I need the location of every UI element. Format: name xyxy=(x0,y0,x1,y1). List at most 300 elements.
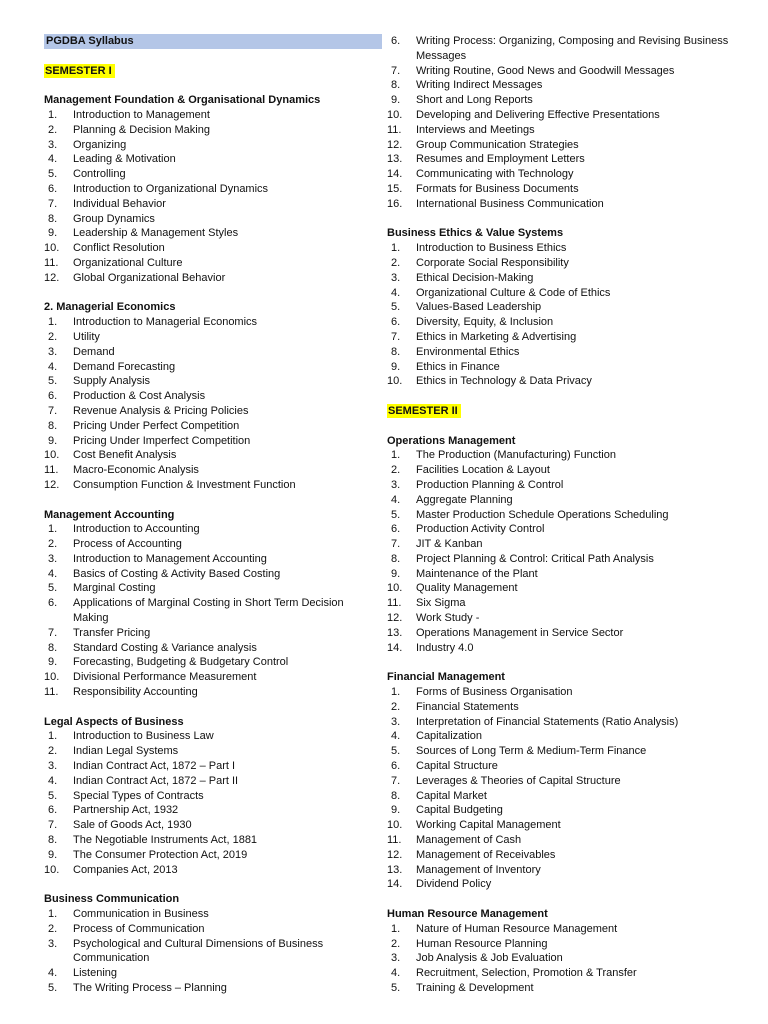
list-item xyxy=(44,182,382,197)
semester-1-label: SEMESTER I xyxy=(44,64,382,79)
item-number: 1. xyxy=(48,908,58,921)
item-number: 7. xyxy=(391,64,401,77)
section-list xyxy=(387,448,737,655)
item-number: 3. xyxy=(48,345,58,358)
list-item xyxy=(44,729,382,744)
item-text: Consumption Function & Investment Function xyxy=(73,478,296,491)
item-text: Corporate Social Responsibility xyxy=(416,256,569,269)
item-text: Responsibility Accounting xyxy=(73,686,198,699)
item-number: 11. xyxy=(387,834,402,847)
item-text: Forecasting, Budgeting & Budgetary Control xyxy=(73,656,289,669)
section-heading: Business Ethics & Value Systems xyxy=(387,227,564,240)
item-number: 5. xyxy=(48,168,58,181)
list-item xyxy=(387,700,737,715)
item-text: Aggregate Planning xyxy=(416,493,513,506)
item-number: 4. xyxy=(391,286,401,299)
list-item xyxy=(44,789,382,804)
item-text: Leading & Motivation xyxy=(73,153,176,166)
item-text: Individual Behavior xyxy=(73,197,166,210)
list-item xyxy=(387,256,737,271)
item-number: 2. xyxy=(48,330,58,343)
section-list xyxy=(44,729,382,877)
item-text: Management of Receivables xyxy=(416,848,556,861)
item-text: Capital Market xyxy=(416,789,487,802)
list-item xyxy=(387,64,737,79)
item-number: 1. xyxy=(48,730,58,743)
item-number: 3. xyxy=(48,937,58,950)
list-item xyxy=(44,419,382,434)
item-number: 3. xyxy=(48,138,58,151)
list-item xyxy=(387,833,737,848)
semester-2-label: SEMESTER II xyxy=(387,404,737,419)
item-number: 9. xyxy=(48,656,58,669)
list-item xyxy=(44,685,382,700)
item-text: Cost Benefit Analysis xyxy=(73,449,177,462)
item-number: 13. xyxy=(387,626,403,639)
item-text: Applications of Marginal Costing in Short Term Decision Making xyxy=(73,597,344,625)
item-text: Facilities Location & Layout xyxy=(416,464,550,477)
list-item xyxy=(44,197,382,212)
item-text: Six Sigma xyxy=(416,597,466,610)
list-item xyxy=(387,493,737,508)
list-item xyxy=(44,803,382,818)
item-number: 8. xyxy=(48,641,58,654)
item-text: Process of Communication xyxy=(73,922,205,935)
item-text: Nature of Human Resource Management xyxy=(416,922,618,935)
business-communication-continued xyxy=(387,34,737,212)
list-item xyxy=(44,315,382,330)
list-item xyxy=(387,286,737,301)
list-item xyxy=(44,152,382,167)
list-item xyxy=(44,108,382,123)
item-number: 10. xyxy=(387,108,403,121)
item-number: 4. xyxy=(48,153,58,166)
list-item xyxy=(44,833,382,848)
list-item xyxy=(387,315,737,330)
item-text: Capital Structure xyxy=(416,760,498,773)
item-text: Environmental Ethics xyxy=(416,345,520,358)
item-number: 2. xyxy=(48,123,58,136)
item-number: 2. xyxy=(391,700,401,713)
item-number: 5. xyxy=(391,745,401,758)
list-item xyxy=(44,581,382,596)
item-text: Macro-Economic Analysis xyxy=(73,464,199,477)
list-item xyxy=(44,226,382,241)
item-number: 3. xyxy=(391,478,401,491)
item-number: 14. xyxy=(387,168,403,181)
item-text: Introduction to Business Ethics xyxy=(416,242,567,255)
item-text: Ethical Decision-Making xyxy=(416,271,534,284)
item-number: 1. xyxy=(391,922,401,935)
item-text: Process of Accounting xyxy=(73,538,182,551)
item-text: Short and Long Reports xyxy=(416,94,533,107)
item-number: 9. xyxy=(48,227,58,240)
item-number: 8. xyxy=(48,834,58,847)
item-text: Revenue Analysis & Pricing Policies xyxy=(73,404,249,417)
list-item xyxy=(387,152,737,167)
item-number: 12. xyxy=(387,138,403,151)
item-text: Writing Routine, Good News and Goodwill Messages xyxy=(416,64,675,77)
item-text: Leadership & Management Styles xyxy=(73,227,239,240)
item-text: Ethics in Marketing & Advertising xyxy=(416,330,577,343)
item-text: Formats for Business Documents xyxy=(416,182,579,195)
item-text: Global Organizational Behavior xyxy=(73,271,226,284)
item-number: 9. xyxy=(391,94,401,107)
item-number: 6. xyxy=(48,182,58,195)
item-text: Production Planning & Control xyxy=(416,478,564,491)
list-item xyxy=(44,330,382,345)
item-number: 1. xyxy=(391,242,401,255)
item-text: The Consumer Protection Act, 2019 xyxy=(73,848,248,861)
list-item xyxy=(44,863,382,878)
item-number: 5. xyxy=(391,301,401,314)
item-number: 10. xyxy=(387,375,403,388)
item-number: 11. xyxy=(387,123,402,136)
item-text: Introduction to Management Accounting xyxy=(73,552,267,565)
list-item xyxy=(387,552,737,567)
item-number: 14. xyxy=(387,641,403,654)
item-text: Conflict Resolution xyxy=(73,242,165,255)
list-item xyxy=(387,374,737,389)
list-item xyxy=(387,966,737,981)
item-text: Values-Based Leadership xyxy=(416,301,542,314)
item-number: 5. xyxy=(48,375,58,388)
section-list xyxy=(387,241,737,389)
section-heading: Business Communication xyxy=(44,893,180,906)
list-item xyxy=(387,789,737,804)
item-text: Leverages & Theories of Capital Structure xyxy=(416,774,621,787)
item-text: Basics of Costing & Activity Based Costing xyxy=(73,567,281,580)
item-number: 7. xyxy=(48,626,58,639)
item-number: 7. xyxy=(48,404,58,417)
item-number: 4. xyxy=(48,774,58,787)
list-item xyxy=(387,626,737,641)
item-text: Dividend Policy xyxy=(416,878,492,891)
item-number: 11. xyxy=(44,686,59,699)
list-item xyxy=(387,34,737,64)
item-text: Forms of Business Organisation xyxy=(416,686,573,699)
item-number: 4. xyxy=(48,360,58,373)
item-text: Controlling xyxy=(73,168,126,181)
item-text: Pricing Under Perfect Competition xyxy=(73,419,240,432)
list-item xyxy=(387,93,737,108)
list-item xyxy=(44,937,382,967)
item-number: 10. xyxy=(387,582,403,595)
list-item xyxy=(387,951,737,966)
list-item xyxy=(44,360,382,375)
list-item xyxy=(44,537,382,552)
section-heading: Management Foundation & Organisational Dynamics xyxy=(44,94,321,107)
list-item xyxy=(387,330,737,345)
list-item xyxy=(387,108,737,123)
item-number: 6. xyxy=(391,523,401,536)
item-text: Communication in Business xyxy=(73,908,209,921)
item-number: 6. xyxy=(48,597,58,610)
item-text: Sale of Goods Act, 1930 xyxy=(73,819,192,832)
item-text: Planning & Decision Making xyxy=(73,123,210,136)
item-text: Production Activity Control xyxy=(416,523,545,536)
item-text: The Writing Process – Planning xyxy=(73,982,227,994)
item-text: Organizational Culture & Code of Ethics xyxy=(416,286,611,299)
list-item xyxy=(387,448,737,463)
item-number: 5. xyxy=(391,982,401,994)
list-item xyxy=(44,271,382,286)
list-item xyxy=(387,744,737,759)
item-number: 11. xyxy=(387,597,402,610)
item-text: Training & Development xyxy=(416,982,534,994)
list-item xyxy=(44,478,382,493)
list-item xyxy=(387,715,737,730)
item-text: Writing Indirect Messages xyxy=(416,79,543,92)
list-item xyxy=(387,197,737,212)
list-item xyxy=(44,404,382,419)
item-text: Quality Management xyxy=(416,582,518,595)
item-text: Divisional Performance Measurement xyxy=(73,671,257,684)
list-item xyxy=(387,759,737,774)
list-item xyxy=(44,596,382,626)
item-number: 12. xyxy=(387,612,403,625)
list-item xyxy=(387,508,737,523)
item-number: 7. xyxy=(48,819,58,832)
item-text: Maintenance of the Plant xyxy=(416,567,538,580)
item-text: Indian Legal Systems xyxy=(73,745,179,758)
item-text: Sources of Long Term & Medium-Term Finance xyxy=(416,745,647,758)
item-text: Ethics in Finance xyxy=(416,360,500,373)
list-item xyxy=(44,522,382,537)
left-column xyxy=(44,34,382,1011)
item-text: Management of Cash xyxy=(416,834,522,847)
list-item xyxy=(44,759,382,774)
list-item xyxy=(387,922,737,937)
item-text: Utility xyxy=(73,330,100,343)
item-number: 8. xyxy=(391,552,401,565)
item-number: 1. xyxy=(391,686,401,699)
item-text: Group Communication Strategies xyxy=(416,138,579,151)
item-number: 7. xyxy=(391,538,401,551)
item-number: 5. xyxy=(48,982,58,994)
list-item xyxy=(387,241,737,256)
list-item xyxy=(387,345,737,360)
item-number: 14. xyxy=(387,878,403,891)
item-text: Work Study - xyxy=(416,612,480,625)
item-number: 2. xyxy=(391,937,401,950)
item-number: 4. xyxy=(48,967,58,980)
item-number: 5. xyxy=(48,582,58,595)
item-number: 3. xyxy=(391,952,401,965)
list-item xyxy=(44,123,382,138)
list-item xyxy=(387,581,737,596)
item-text: Introduction to Accounting xyxy=(73,523,200,536)
item-number: 5. xyxy=(48,789,58,802)
item-number: 4. xyxy=(48,567,58,580)
item-text: JIT & Kanban xyxy=(416,538,483,551)
item-number: 1. xyxy=(48,523,58,536)
item-text: Financial Statements xyxy=(416,700,519,713)
item-number: 1. xyxy=(48,316,58,329)
list-item xyxy=(387,729,737,744)
list-item xyxy=(44,655,382,670)
list-item xyxy=(387,877,737,892)
item-number: 7. xyxy=(391,774,401,787)
item-number: 8. xyxy=(48,212,58,225)
list-item xyxy=(44,744,382,759)
item-text: Introduction to Business Law xyxy=(73,730,214,743)
list-item xyxy=(44,774,382,789)
list-item xyxy=(44,434,382,449)
item-text: Operations Management in Service Sector xyxy=(416,626,624,639)
item-text: The Negotiable Instruments Act, 1881 xyxy=(73,834,258,847)
item-number: 7. xyxy=(391,330,401,343)
right-column xyxy=(387,34,737,1011)
list-item xyxy=(387,271,737,286)
item-text: Companies Act, 2013 xyxy=(73,863,178,876)
item-text: The Production (Manufacturing) Function xyxy=(416,449,616,462)
list-item xyxy=(44,907,382,922)
item-number: 2. xyxy=(48,538,58,551)
item-number: 4. xyxy=(391,967,401,980)
list-item xyxy=(44,922,382,937)
item-number: 3. xyxy=(391,271,401,284)
item-number: 3. xyxy=(391,715,401,728)
item-number: 4. xyxy=(391,730,401,743)
list-item xyxy=(387,596,737,611)
item-text: Writing Process: Organizing, Composing and Revising Business Messages xyxy=(416,35,729,62)
list-item xyxy=(44,374,382,389)
section-heading: Financial Management xyxy=(387,671,505,684)
item-number: 12. xyxy=(44,478,60,491)
section-heading: Legal Aspects of Business xyxy=(44,715,184,728)
list-item xyxy=(44,626,382,641)
item-number: 8. xyxy=(48,419,58,432)
item-number: 6. xyxy=(48,390,58,403)
list-item xyxy=(44,167,382,182)
section-list xyxy=(44,907,382,996)
list-item xyxy=(387,182,737,197)
list-item xyxy=(44,966,382,981)
item-number: 2. xyxy=(48,922,58,935)
item-text: Project Planning & Control: Critical Path Analysis xyxy=(416,552,654,565)
item-text: Special Types of Contracts xyxy=(73,789,204,802)
page-title: PGDBA Syllabus xyxy=(44,34,382,49)
section-list xyxy=(387,685,737,892)
list-item xyxy=(44,981,382,996)
item-number: 7. xyxy=(48,197,58,210)
list-item xyxy=(44,567,382,582)
item-text: Capital Budgeting xyxy=(416,804,503,817)
item-text: Introduction to Management xyxy=(73,108,210,121)
list-item xyxy=(44,448,382,463)
item-text: Interpretation of Financial Statements (Ratio Analysis) xyxy=(416,715,679,728)
item-number: 12. xyxy=(44,271,60,284)
list-item xyxy=(387,863,737,878)
item-number: 8. xyxy=(391,789,401,802)
item-text: Introduction to Organizational Dynamics xyxy=(73,182,269,195)
item-number: 2. xyxy=(391,464,401,477)
list-item xyxy=(44,138,382,153)
section-list xyxy=(44,108,382,286)
item-number: 15. xyxy=(387,182,403,195)
item-number: 6. xyxy=(391,35,401,47)
item-text: Human Resource Planning xyxy=(416,937,548,950)
item-text: Indian Contract Act, 1872 – Part II xyxy=(73,774,239,787)
item-text: Pricing Under Imperfect Competition xyxy=(73,434,251,447)
item-number: 9. xyxy=(48,434,58,447)
list-item xyxy=(44,818,382,833)
list-item xyxy=(44,256,382,271)
item-number: 10. xyxy=(44,449,60,462)
item-text: Introduction to Managerial Economics xyxy=(73,316,258,329)
section-list xyxy=(387,922,737,996)
item-text: Diversity, Equity, & Inclusion xyxy=(416,316,554,329)
list-item xyxy=(387,611,737,626)
item-text: Master Production Schedule Operations Scheduling xyxy=(416,508,669,521)
list-item xyxy=(44,670,382,685)
item-number: 13. xyxy=(387,863,403,876)
item-text: Production & Cost Analysis xyxy=(73,390,206,403)
item-number: 12. xyxy=(387,848,403,861)
item-number: 5. xyxy=(391,508,401,521)
item-text: Developing and Delivering Effective Presentations xyxy=(416,108,660,121)
item-text: Resumes and Employment Letters xyxy=(416,153,585,166)
section-heading: Management Accounting xyxy=(44,508,175,521)
item-text: Transfer Pricing xyxy=(73,626,151,639)
list-item xyxy=(44,552,382,567)
item-number: 9. xyxy=(391,804,401,817)
section-heading: 2. Managerial Economics xyxy=(44,301,176,314)
section-list xyxy=(44,315,382,493)
item-number: 6. xyxy=(391,760,401,773)
item-text: Demand Forecasting xyxy=(73,360,176,373)
list-item xyxy=(387,167,737,182)
item-text: Recruitment, Selection, Promotion & Transfer xyxy=(416,967,637,980)
item-text: Job Analysis & Job Evaluation xyxy=(416,952,563,965)
list-item xyxy=(387,567,737,582)
item-text: Supply Analysis xyxy=(73,375,151,388)
item-number: 13. xyxy=(387,153,403,166)
list-item xyxy=(387,685,737,700)
item-number: 6. xyxy=(48,804,58,817)
list-item xyxy=(44,848,382,863)
item-text: Industry 4.0 xyxy=(416,641,474,654)
list-item xyxy=(387,478,737,493)
item-number: 8. xyxy=(391,79,401,92)
section-heading: Operations Management xyxy=(387,434,516,447)
list-item xyxy=(387,78,737,93)
list-item xyxy=(387,848,737,863)
list-item xyxy=(387,463,737,478)
list-item xyxy=(44,463,382,478)
item-number: 6. xyxy=(391,316,401,329)
list-item xyxy=(387,360,737,375)
item-number: 10. xyxy=(44,242,60,255)
item-number: 4. xyxy=(391,493,401,506)
item-text: Indian Contract Act, 1872 – Part I xyxy=(73,760,236,773)
item-text: Demand xyxy=(73,345,115,358)
item-number: 10. xyxy=(44,671,60,684)
list-item xyxy=(387,774,737,789)
item-text: Marginal Costing xyxy=(73,582,156,595)
item-number: 2. xyxy=(391,256,401,269)
item-number: 9. xyxy=(391,567,401,580)
item-text: Listening xyxy=(73,967,118,980)
list-item xyxy=(387,818,737,833)
list-item xyxy=(387,522,737,537)
item-number: 16. xyxy=(387,197,403,210)
item-number: 8. xyxy=(391,345,401,358)
item-number: 3. xyxy=(48,552,58,565)
section-list xyxy=(44,522,382,700)
item-number: 2. xyxy=(48,745,58,758)
